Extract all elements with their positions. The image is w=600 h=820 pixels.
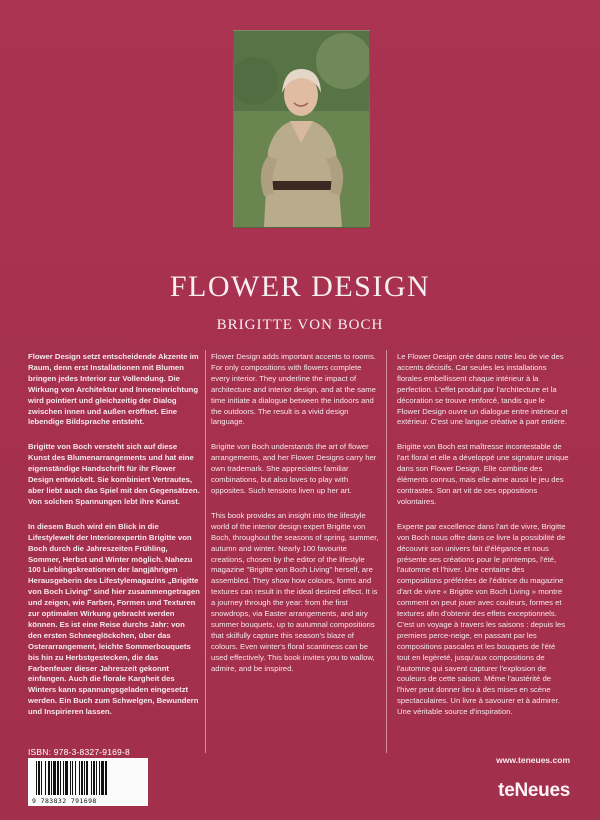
german-paragraph: Brigitte von Boch versteht sich auf diese Kunst des Blumenarrangements und hat eine eigenständige Handschrift für ihr Flower Design entwickelt. Sie kombiniert Vertrautes, aber liebt auch das Spiel mit den Gegensätzen. Von solchen Spannungen lebt ihre Kunst. — [28, 442, 200, 506]
isbn-label: ISBN: 978-3-8327-9169-8 — [28, 747, 130, 757]
barcode-bar — [41, 761, 42, 795]
portrait-image — [234, 31, 369, 227]
book-title: FLOWER DESIGN — [169, 270, 431, 303]
english-blurb — [211, 352, 379, 688]
barcode-bar — [53, 761, 56, 795]
publisher-logo: teNeues — [498, 780, 570, 801]
german-blurb — [28, 352, 200, 732]
barcode-bar — [70, 761, 71, 795]
barcode-bars — [34, 761, 142, 797]
column-divider — [386, 350, 387, 753]
barcode-bar — [60, 761, 61, 795]
barcode-number: 9 783832 791698 — [32, 797, 97, 805]
english-paragraph: This book provides an insight into the lifestyle world of the interior design expert Brigitte von Boch, throughout the seasons of spring, summer, autumn and winter. Nearly 100 favourite creations, chosen by the editor of the lifestyle magazine "Brigitte von Boch Living" herself, are assembled. They show how colours, forms and textures can result in the ideal desired effect. It is a journey through the year: from the first snowdrops, via Easter arrangements, and airy summer bouquets, up to autumnal compositions that skilfully capture this season's blaze of colours. Even winter's floral scantiness can be used effectively. This book invites you to wallow, admire, and be inspired. — [211, 510, 379, 673]
barcode-bar — [65, 761, 68, 795]
french-paragraph: Le Flower Design crée dans notre lieu de vie des accents décisifs. Car seules les installations florales embellissent chaque intérieur à la perfection. L'effet produit par l'architecture et la décoration se trouve renforcé, tandis que le Flower Design ouvre un dialogue entre intérieur et extérieur. C'est une langue créative à part entière. — [397, 352, 568, 427]
barcode-bar — [101, 761, 104, 795]
french-paragraph: Experte par excellence dans l'art de vivre, Brigitte von Boch nous offre dans ce livre la possibilité de découvrir son univers fait d'élégance et nous présente ses créations pour le printemps, l'été, l'automne et l'hiver. Une centaine des compositions préférées de l'éditrice du magazine d'art de vivre « Brigitte von Boch Living » montre comment on peut jouer avec couleurs, formes et textures afin d'obtenir des effets exceptionnels. C'est un voyage à travers les saisons : depuis les premiers perce-neige, en passant par les compositions pascales et les bouquets de l'été tout en legèreté, jusqu'aux compositions de l'automne qui savent capturer l'explosion de couleurs de cette saison. Même l'austérité de l'hiver peut donner lieu à des mises en scène spectaculaires. Un livre à savourer et à admirer. Une véritable source d'inspiration. — [397, 521, 566, 717]
column-divider — [205, 350, 206, 753]
barcode-bar — [48, 761, 50, 795]
barcode-bar — [86, 761, 88, 795]
barcode-bar — [63, 761, 64, 795]
publisher-website[interactable]: www.teneues.com — [496, 755, 570, 765]
barcode-bar — [96, 761, 97, 795]
barcode-bar — [84, 761, 85, 795]
english-paragraph: Brigitte von Boch understands the art of flower arrangements, and her Flower Designs carry her own trademark. She appreciates familiar combinations, but also loves to play with opposites. Such tensions liven up her art. — [211, 442, 377, 495]
barcode-bar — [36, 761, 37, 795]
barcode-bar — [79, 761, 80, 795]
french-blurb — [397, 352, 569, 732]
book-author: BRIGITTE VON BOCH — [216, 317, 384, 333]
barcode-bar — [51, 761, 52, 795]
barcode-bar — [57, 761, 59, 795]
barcode-bar — [38, 761, 40, 795]
barcode-bar — [75, 761, 76, 795]
barcode-bar — [99, 761, 100, 795]
french-paragraph: Brigitte von Boch est maîtresse incontestable de l'art floral et elle a développé une signature unique dans son Flower Design. Elle combine des éléments connus, mais elle aime aussi le jeu des contrastes. Son art vit de ces oppositions volontaires. — [397, 442, 569, 506]
german-paragraph: Flower Design setzt entscheidende Akzente im Raum, denn erst Installationen mit Blumen bringen jedes Interior zur Vollendung. Die Wirkung von Architektur und Inneneinrichtung wird pointiert und gleichzeitig der Dialog zwischen innen und außen eröffnet. Eine lebendige Bildsprache entsteht. — [28, 352, 199, 427]
barcode-bar — [45, 761, 46, 795]
german-paragraph: In diesem Buch wird ein Blick in die Lifestylewelt der Interiorexpertin Brigitte von Boch durch die Jahreszeiten Frühling, Sommer, Herbst und Winter möglich. Nahezu 100 Lieblingskreationen der langjährigen Herausgeberin des Lifestylemagazins „Brigitte von Boch Living" sind hier zusammengetragen und zeigen, wie Farben, Formen und Texturen zur optimalen Wirkung gebracht werden können. Es ist eine Reise durchs Jahr: von den ersten Schneeglöckchen, über das Osterarrangement, leichte Sommerbouquets bis hin zu Herbstgestecken, die das Farbenfeuer dieser Jahreszeit gekonnt einfangen. Auch die florale Kargheit des Winters kann spannungsgeladen eingesetzt werden. Ein Buch zum Schwelgen, Bewundern und Inspirieren lassen. — [28, 521, 200, 717]
barcode — [28, 758, 148, 806]
barcode-bar — [91, 761, 92, 795]
barcode-bar — [72, 761, 73, 795]
barcode-bar — [81, 761, 83, 795]
barcode-bar — [93, 761, 95, 795]
english-paragraph: Flower Design adds important accents to rooms. For only compositions with flowers complete every interior. They underline the impact of architecture and interior design, and at the same time initiate a dialogue between the indoors and the outdoors. The result is a vivid design language. — [211, 352, 376, 427]
barcode-bar — [105, 761, 107, 795]
author-portrait — [233, 30, 370, 228]
